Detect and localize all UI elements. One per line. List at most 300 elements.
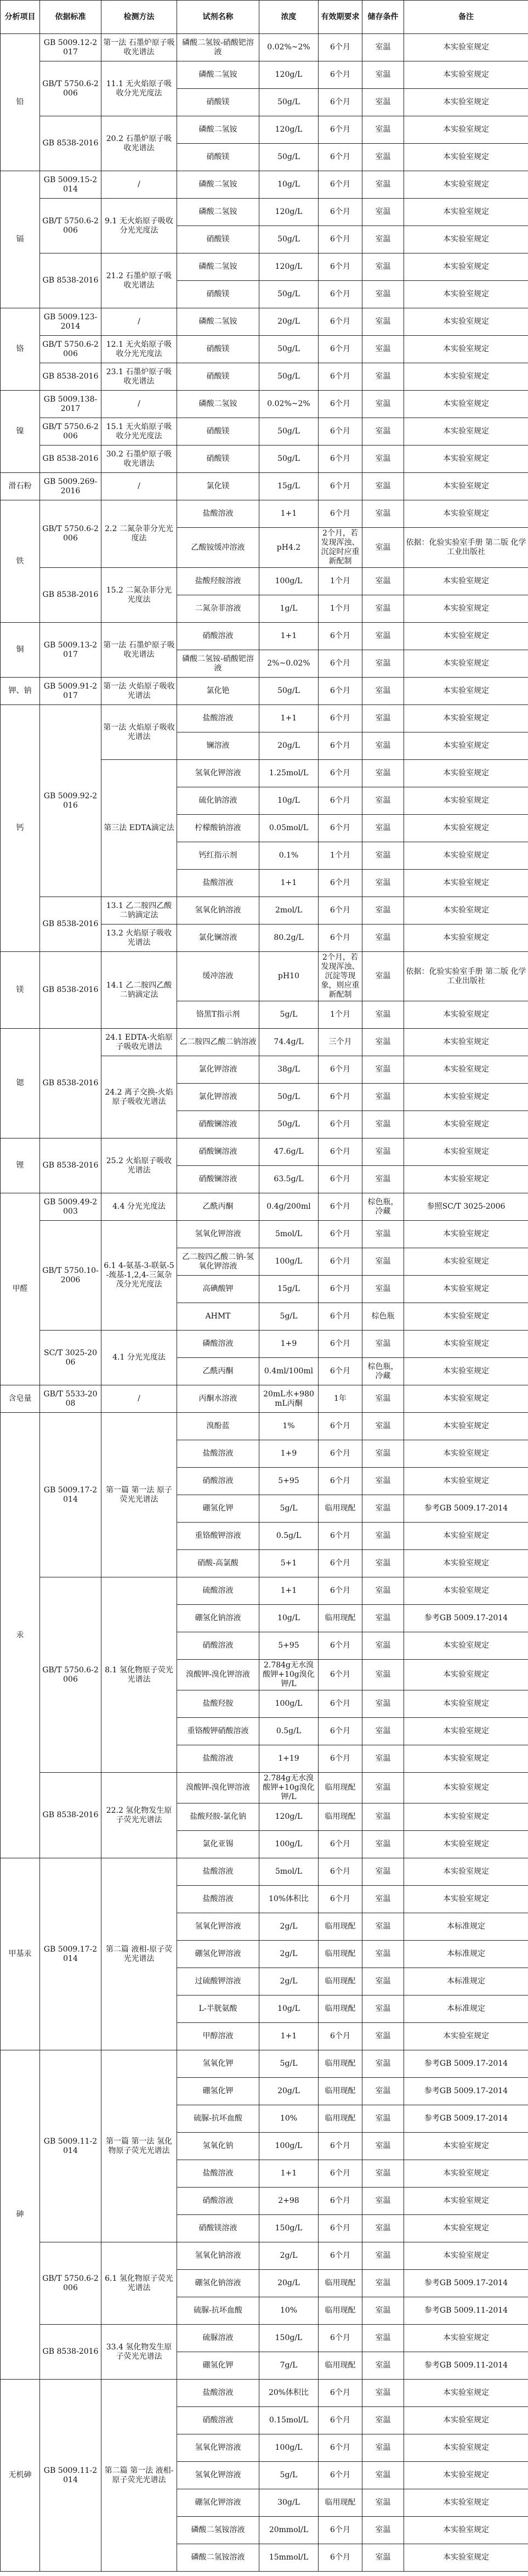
cell-concentration: 15g/L bbox=[259, 473, 319, 500]
cell-item: 铁 bbox=[1, 500, 40, 623]
cell-storage: 室温 bbox=[362, 1718, 404, 1745]
table-body bbox=[1, 34, 528, 2572]
cell-method: 9.1 无火焰原子吸收分光光度法 bbox=[101, 199, 177, 253]
cell-validity: 6个月 bbox=[319, 1440, 362, 1468]
cell-remarks: 本实验室规定 bbox=[404, 253, 528, 281]
cell-item: 无机砷 bbox=[1, 2380, 40, 2572]
cell-standard: GB 5009.12-2017 bbox=[40, 34, 101, 61]
cell-concentration: 2g/L bbox=[259, 1968, 319, 1996]
cell-reagent: 硝酸溶液 bbox=[177, 623, 259, 650]
cell-concentration: 50g/L bbox=[259, 144, 319, 171]
cell-remarks: 本实验室规定 bbox=[404, 281, 528, 308]
cell-validity: 临用现配 bbox=[319, 1996, 362, 2023]
cell-storage: 室温 bbox=[362, 2407, 404, 2434]
cell-storage: 室温 bbox=[362, 623, 404, 650]
cell-concentration: 20g/L bbox=[259, 308, 319, 336]
cell-validity: 6个月 bbox=[319, 61, 362, 89]
cell-remarks: 参考GB 5009.17-2014 bbox=[404, 2105, 528, 2133]
cell-storage: 室温 bbox=[362, 308, 404, 336]
cell-storage: 室温 bbox=[362, 1550, 404, 1577]
cell-validity: 6个月 bbox=[319, 281, 362, 308]
table-row bbox=[1, 1138, 528, 1166]
cell-validity: 6个月 bbox=[319, 34, 362, 61]
cell-method: 12.1 无火焰原子吸收分光光度法 bbox=[101, 336, 177, 363]
cell-item: 甲醛 bbox=[1, 1193, 40, 1385]
cell-remarks: 本实验室规定 bbox=[404, 226, 528, 253]
cell-storage: 室温 bbox=[362, 89, 404, 116]
table-row bbox=[1, 199, 528, 226]
cell-validity: 6个月 bbox=[319, 870, 362, 897]
cell-reagent: 磷酸二氢铵-硝酸钯溶液 bbox=[177, 650, 259, 678]
table-row bbox=[1, 363, 528, 391]
cell-reagent: 铬黑T指示剂 bbox=[177, 1001, 259, 1029]
cell-storage: 室温 bbox=[362, 925, 404, 952]
cell-validity: 6个月 bbox=[319, 2325, 362, 2352]
cell-reagent: 盐酸羟胺-氯化钠 bbox=[177, 1803, 259, 1831]
cell-standard: GB/T 5533-2008 bbox=[40, 1385, 101, 1413]
cell-item: 铜 bbox=[1, 623, 40, 678]
cell-remarks: 参考GB 5009.17-2014 bbox=[404, 2050, 528, 2078]
table-row bbox=[1, 473, 528, 500]
cell-validity: 6个月 bbox=[319, 787, 362, 815]
cell-remarks: 本标准规定 bbox=[404, 1913, 528, 1941]
cell-storage: 室温 bbox=[362, 1968, 404, 1996]
cell-remarks: 依据：化验实验室手册 第二版 化学工业出版社 bbox=[404, 952, 528, 1001]
cell-standard: GB 8538-2016 bbox=[40, 897, 101, 952]
cell-validity: 6个月 bbox=[319, 418, 362, 446]
cell-standard: GB/T 5750.6-2006 bbox=[40, 500, 101, 568]
cell-validity: 6个月 bbox=[319, 336, 362, 363]
cell-storage: 棕色瓶，冷藏 bbox=[362, 1358, 404, 1385]
cell-concentration: 15mmol/L bbox=[259, 2544, 319, 2572]
cell-standard: SC/T 3025-2006 bbox=[40, 1331, 101, 1385]
cell-item: 滑石粉 bbox=[1, 473, 40, 500]
cell-reagent: 盐酸溶液 bbox=[177, 2380, 259, 2407]
cell-concentration: 0.15mol/L bbox=[259, 2407, 319, 2434]
cell-remarks: 本实验室规定 bbox=[404, 2160, 528, 2188]
cell-reagent: 氯化钾溶液 bbox=[177, 1084, 259, 1111]
cell-item: 铬 bbox=[1, 308, 40, 391]
cell-validity: 三个月 bbox=[319, 1029, 362, 1056]
cell-storage: 室温 bbox=[362, 2352, 404, 2380]
cell-concentration: 50g/L bbox=[259, 363, 319, 391]
cell-method: 第三法 EDTA滴定法 bbox=[101, 760, 177, 897]
cell-storage: 室温 bbox=[362, 2215, 404, 2242]
cell-storage: 室温 bbox=[362, 1248, 404, 1276]
cell-remarks: 本实验室规定 bbox=[404, 1138, 528, 1166]
cell-remarks: 本实验室规定 bbox=[404, 732, 528, 760]
cell-reagent: 硫化钠溶液 bbox=[177, 787, 259, 815]
cell-validity: 2个月，若发现浑浊、沉淀等现象，则应重新配制 bbox=[319, 952, 362, 1001]
cell-validity: 6个月 bbox=[319, 144, 362, 171]
cell-concentration: 10g/L bbox=[259, 1605, 319, 1632]
cell-storage: 室温 bbox=[362, 1886, 404, 1913]
cell-validity: 6个月 bbox=[319, 2407, 362, 2434]
cell-validity: 6个月 bbox=[319, 2517, 362, 2544]
cell-remarks: 本实验室规定 bbox=[404, 2133, 528, 2160]
cell-remarks: 本实验室规定 bbox=[404, 1886, 528, 1913]
cell-remarks: 本实验室规定 bbox=[404, 199, 528, 226]
cell-reagent: 硝酸镁溶液 bbox=[177, 2215, 259, 2242]
cell-storage: 室温 bbox=[362, 842, 404, 870]
cell-reagent: AHMT bbox=[177, 1303, 259, 1331]
cell-standard: GB/T 5750.6-2006 bbox=[40, 2242, 101, 2325]
cell-standard: GB 5009.269-2016 bbox=[40, 473, 101, 500]
cell-reagent: 柠檬酸钠溶液 bbox=[177, 815, 259, 842]
cell-reagent: 氢氧化钠溶液 bbox=[177, 2242, 259, 2270]
cell-reagent: 氢氧化钾溶液 bbox=[177, 760, 259, 787]
cell-storage: 室温 bbox=[362, 952, 404, 1001]
cell-standard: GB 5009.17-2014 bbox=[40, 1413, 101, 1577]
cell-remarks: 本实验室规定 bbox=[404, 1111, 528, 1138]
cell-validity: 1个月 bbox=[319, 568, 362, 595]
cell-method: 6.1 4-氨基-3-联氨-5-巯基-1,2,4-三氮杂茂分光光度法 bbox=[101, 1221, 177, 1331]
cell-remarks: 本标准规定 bbox=[404, 1941, 528, 1968]
cell-remarks: 本实验室规定 bbox=[404, 897, 528, 925]
cell-reagent: 盐酸溶液 bbox=[177, 1745, 259, 1773]
cell-standard: GB 5009.123-2014 bbox=[40, 308, 101, 336]
cell-remarks: 本实验室规定 bbox=[404, 1248, 528, 1276]
cell-method: 30.2 石墨炉原子吸收光谱法 bbox=[101, 446, 177, 473]
cell-item: 汞 bbox=[1, 1413, 40, 1858]
cell-remarks: 本实验室规定 bbox=[404, 842, 528, 870]
cell-reagent: 硝酸镁 bbox=[177, 89, 259, 116]
cell-concentration: 100g/L bbox=[259, 1831, 319, 1858]
cell-storage: 室温 bbox=[362, 1276, 404, 1303]
cell-method: 21.2 石墨炉原子吸收光谱法 bbox=[101, 253, 177, 308]
cell-validity: 6个月 bbox=[319, 308, 362, 336]
cell-storage: 室温 bbox=[362, 1495, 404, 1523]
cell-storage: 室温 bbox=[362, 568, 404, 595]
cell-method: / bbox=[101, 391, 177, 418]
table-row bbox=[1, 446, 528, 473]
cell-validity: 6个月 bbox=[319, 226, 362, 253]
cell-remarks: 本实验室规定 bbox=[404, 1773, 528, 1803]
cell-reagent: 盐酸溶液 bbox=[177, 705, 259, 732]
cell-method: 第一法 石墨炉原子吸收光谱法 bbox=[101, 623, 177, 678]
cell-storage: 室温 bbox=[362, 678, 404, 705]
cell-validity: 临用现配 bbox=[319, 1605, 362, 1632]
cell-validity: 6个月 bbox=[319, 623, 362, 650]
cell-remarks: 本实验室规定 bbox=[404, 1029, 528, 1056]
cell-validity: 6个月 bbox=[319, 2133, 362, 2160]
cell-reagent: 缓冲溶液 bbox=[177, 952, 259, 1001]
cell-validity: 6个月 bbox=[319, 1690, 362, 1718]
cell-validity: 6个月 bbox=[319, 391, 362, 418]
cell-reagent: 乙酰丙酮 bbox=[177, 1358, 259, 1385]
cell-storage: 室温 bbox=[362, 1001, 404, 1029]
cell-reagent: 磷酸溶液 bbox=[177, 1331, 259, 1358]
cell-storage: 室温 bbox=[362, 1745, 404, 1773]
cell-storage: 室温 bbox=[362, 1029, 404, 1056]
cell-method: / bbox=[101, 171, 177, 199]
cell-validity: 6个月 bbox=[319, 678, 362, 705]
cell-remarks: 本实验室规定 bbox=[404, 89, 528, 116]
cell-storage: 室温 bbox=[362, 1166, 404, 1193]
cell-validity: 6个月 bbox=[319, 2242, 362, 2270]
table-row bbox=[1, 34, 528, 61]
cell-method: 第一法 石墨炉原子吸收光谱法 bbox=[101, 34, 177, 61]
cell-standard: GB 8538-2016 bbox=[40, 1029, 101, 1138]
cell-validity: 2个月，若发现浑浊、沉淀时应重新配制 bbox=[319, 528, 362, 568]
cell-standard: GB 5009.11-2014 bbox=[40, 2380, 101, 2572]
cell-storage: 室温 bbox=[362, 446, 404, 473]
cell-remarks: 本实验室规定 bbox=[404, 1803, 528, 1831]
cell-remarks: 本实验室规定 bbox=[404, 1385, 528, 1413]
cell-reagent: 钙红指示剂 bbox=[177, 842, 259, 870]
cell-validity: 6个月 bbox=[319, 1166, 362, 1193]
cell-validity: 6个月 bbox=[319, 925, 362, 952]
cell-concentration: 10% bbox=[259, 2297, 319, 2325]
cell-reagent: 硝酸镁 bbox=[177, 418, 259, 446]
cell-validity: 临用现配 bbox=[319, 1968, 362, 1996]
cell-concentration: 120g/L bbox=[259, 1803, 319, 1831]
cell-remarks: 本实验室规定 bbox=[404, 815, 528, 842]
cell-standard: GB/T 5750.6-2006 bbox=[40, 418, 101, 446]
cell-storage: 室温 bbox=[362, 1523, 404, 1550]
cell-concentration: 100g/L bbox=[259, 2133, 319, 2160]
cell-reagent: 磷酸二氢铵 bbox=[177, 308, 259, 336]
cell-remarks: 本实验室规定 bbox=[404, 1084, 528, 1111]
cell-storage: 室温 bbox=[362, 144, 404, 171]
cell-remarks: 本实验室规定 bbox=[404, 2380, 528, 2407]
cell-storage: 室温 bbox=[362, 1831, 404, 1858]
cell-reagent: 硝酸镧溶液 bbox=[177, 1166, 259, 1193]
cell-validity: 6个月 bbox=[319, 199, 362, 226]
cell-remarks: 本实验室规定 bbox=[404, 1056, 528, 1084]
table-row bbox=[1, 1193, 528, 1221]
cell-storage: 室温 bbox=[362, 2160, 404, 2188]
cell-concentration: 0.02%~2% bbox=[259, 391, 319, 418]
cell-storage: 室温 bbox=[362, 732, 404, 760]
cell-method: 4.1 分光光度法 bbox=[101, 1331, 177, 1385]
cell-item: 含皂量 bbox=[1, 1385, 40, 1413]
cell-standard: GB 8538-2016 bbox=[40, 363, 101, 391]
cell-method: 第一法 火焰原子吸收光谱法 bbox=[101, 678, 177, 705]
table-row bbox=[1, 1413, 528, 1440]
cell-concentration: 2+98 bbox=[259, 2188, 319, 2215]
cell-remarks: 本实验室规定 bbox=[404, 1358, 528, 1385]
cell-standard: GB 5009.15-2014 bbox=[40, 171, 101, 199]
cell-remarks: 本实验室规定 bbox=[404, 1303, 528, 1331]
cell-reagent: 重铬酸钾硝酸溶液 bbox=[177, 1718, 259, 1745]
cell-method: / bbox=[101, 473, 177, 500]
cell-concentration: 15g/L bbox=[259, 1276, 319, 1303]
cell-remarks: 本实验室规定 bbox=[404, 1331, 528, 1358]
cell-storage: 室温 bbox=[362, 1773, 404, 1803]
cell-concentration: 63.5g/L bbox=[259, 1166, 319, 1193]
cell-concentration: 10g/L bbox=[259, 1996, 319, 2023]
cell-reagent: 硼氢化钾 bbox=[177, 2078, 259, 2105]
cell-reagent: 二氮杂菲溶液 bbox=[177, 595, 259, 623]
cell-standard: GB 8538-2016 bbox=[40, 253, 101, 308]
cell-reagent: 磷酸二氢铵 bbox=[177, 116, 259, 144]
cell-method: 第二篇 第一法 液相-原子荧光光谱法 bbox=[101, 2380, 177, 2572]
cell-storage: 室温 bbox=[362, 391, 404, 418]
cell-storage: 室温 bbox=[362, 199, 404, 226]
cell-concentration: 1+9 bbox=[259, 1331, 319, 1358]
cell-validity: 6个月 bbox=[319, 500, 362, 528]
table-row bbox=[1, 61, 528, 89]
cell-storage: 室温 bbox=[362, 2325, 404, 2352]
cell-storage: 室温 bbox=[362, 1941, 404, 1968]
cell-standard: GB/T 5750.6-2006 bbox=[40, 61, 101, 116]
cell-validity: 6个月 bbox=[319, 1468, 362, 1495]
cell-method: 6.1 氢化物原子荧光光谱法 bbox=[101, 2242, 177, 2325]
table-row bbox=[1, 1029, 528, 1056]
cell-concentration: 100g/L bbox=[259, 1248, 319, 1276]
cell-concentration: 5mol/L bbox=[259, 1858, 319, 1886]
cell-concentration: 50g/L bbox=[259, 226, 319, 253]
cell-reagent: 磷酸二氢铵 bbox=[177, 171, 259, 199]
cell-method: 11.1 无火焰原子吸收分光光度法 bbox=[101, 61, 177, 116]
cell-standard: GB/T 5750.6-2006 bbox=[40, 1577, 101, 1773]
cell-storage: 棕色瓶，冷藏 bbox=[362, 1193, 404, 1221]
cell-concentration: 0.4ml/100ml bbox=[259, 1358, 319, 1385]
cell-remarks: 本实验室规定 bbox=[404, 1440, 528, 1468]
cell-method: / bbox=[101, 1385, 177, 1413]
table-row bbox=[1, 1577, 528, 1605]
cell-item: 砷 bbox=[1, 2050, 40, 2380]
cell-concentration: 2mol/L bbox=[259, 897, 319, 925]
cell-reagent: 乙二胺四乙酸二钠溶液 bbox=[177, 1029, 259, 1056]
cell-concentration: 20mmol/L bbox=[259, 2517, 319, 2544]
cell-method: 4.4 分光光度法 bbox=[101, 1193, 177, 1221]
cell-storage: 室温 bbox=[362, 1690, 404, 1718]
cell-remarks: 本实验室规定 bbox=[404, 1276, 528, 1303]
cell-concentration: 1+1 bbox=[259, 705, 319, 732]
cell-remarks: 本实验室规定 bbox=[404, 1577, 528, 1605]
cell-reagent: 硝酸镁 bbox=[177, 144, 259, 171]
cell-validity: 6个月 bbox=[319, 2188, 362, 2215]
cell-reagent: 重铬酸钾溶液 bbox=[177, 1523, 259, 1550]
cell-method: 第一法 火焰原子吸收光谱法 bbox=[101, 705, 177, 760]
cell-validity: 临用现配 bbox=[319, 2105, 362, 2133]
cell-concentration: 5g/L bbox=[259, 1001, 319, 1029]
cell-validity: 6个月 bbox=[319, 1303, 362, 1331]
cell-reagent: 硝酸镁 bbox=[177, 336, 259, 363]
cell-validity: 6个月 bbox=[319, 650, 362, 678]
cell-storage: 室温 bbox=[362, 1660, 404, 1690]
cell-method: 8.1 氢化物原子荧光光谱法 bbox=[101, 1577, 177, 1773]
cell-remarks: 本实验室规定 bbox=[404, 1468, 528, 1495]
cell-reagent: 硼氢化钾溶液 bbox=[177, 2489, 259, 2517]
cell-reagent: 高碘酸钾 bbox=[177, 1276, 259, 1303]
cell-method: 第一篇 第一法 氢化物原子荧光光谱法 bbox=[101, 2050, 177, 2242]
cell-storage: 室温 bbox=[362, 1084, 404, 1111]
cell-remarks: 本实验室规定 bbox=[404, 760, 528, 787]
cell-reagent: 氢氧化钾溶液 bbox=[177, 1913, 259, 1941]
cell-method: 15.2 二氮杂菲分光光度法 bbox=[101, 568, 177, 623]
cell-concentration: 150g/L bbox=[259, 2325, 319, 2352]
table-row bbox=[1, 1221, 528, 1248]
cell-concentration: 38g/L bbox=[259, 1056, 319, 1084]
table-row bbox=[1, 678, 528, 705]
cell-validity: 6个月 bbox=[319, 1084, 362, 1111]
cell-remarks: 本实验室规定 bbox=[404, 144, 528, 171]
cell-item: 镉 bbox=[1, 171, 40, 308]
cell-storage: 室温 bbox=[362, 2188, 404, 2215]
cell-reagent: 甲醇溶液 bbox=[177, 2023, 259, 2050]
header-concentration: 浓度 bbox=[259, 1, 319, 34]
cell-reagent: 硫脲-抗坏血酸 bbox=[177, 2105, 259, 2133]
cell-validity: 6个月 bbox=[319, 732, 362, 760]
cell-storage: 室温 bbox=[362, 1056, 404, 1084]
cell-storage: 室温 bbox=[362, 1331, 404, 1358]
cell-standard: GB/T 5750.10-2006 bbox=[40, 1221, 101, 1331]
cell-remarks: 本实验室规定 bbox=[404, 2462, 528, 2489]
cell-concentration: 74.4g/L bbox=[259, 1029, 319, 1056]
cell-reagent: 硝酸镁 bbox=[177, 281, 259, 308]
cell-reagent: 磷酸二氢铵 bbox=[177, 391, 259, 418]
cell-remarks: 本实验室规定 bbox=[404, 1523, 528, 1550]
cell-concentration: 120g/L bbox=[259, 61, 319, 89]
cell-storage: 室温 bbox=[362, 2078, 404, 2105]
cell-validity: 临用现配 bbox=[319, 1941, 362, 1968]
cell-reagent: 硼氢化钾 bbox=[177, 1495, 259, 1523]
cell-reagent: 盐酸羟胺 bbox=[177, 1690, 259, 1718]
cell-reagent: 盐酸溶液 bbox=[177, 2160, 259, 2188]
header-storage: 储存条件 bbox=[362, 1, 404, 34]
cell-remarks: 本实验室规定 bbox=[404, 1858, 528, 1886]
cell-reagent: 磷酸二氢铵-硝酸钯溶液 bbox=[177, 34, 259, 61]
cell-concentration: 100g/L bbox=[259, 1690, 319, 1718]
cell-concentration: 50g/L bbox=[259, 1084, 319, 1111]
cell-validity: 6个月 bbox=[319, 1745, 362, 1773]
cell-concentration: 100g/L bbox=[259, 568, 319, 595]
cell-method: 第一篇 第一法 原子荧光光谱法 bbox=[101, 1413, 177, 1577]
cell-storage: 室温 bbox=[362, 2434, 404, 2462]
cell-storage: 室温 bbox=[362, 500, 404, 528]
cell-reagent: 氢氧化钠溶液 bbox=[177, 897, 259, 925]
cell-validity: 6个月 bbox=[319, 253, 362, 281]
cell-reagent: 硝酸溶液 bbox=[177, 2188, 259, 2215]
cell-remarks: 本实验室规定 bbox=[404, 1550, 528, 1577]
cell-concentration: 5g/L bbox=[259, 1495, 319, 1523]
cell-concentration: 1g/L bbox=[259, 595, 319, 623]
cell-validity: 临用现配 bbox=[319, 1495, 362, 1523]
cell-remarks: 本实验室规定 bbox=[404, 336, 528, 363]
cell-reagent: 磷酸二氢铵溶液 bbox=[177, 2517, 259, 2544]
cell-validity: 6个月 bbox=[319, 1831, 362, 1858]
cell-concentration: 120g/L bbox=[259, 253, 319, 281]
cell-concentration: 5g/L bbox=[259, 1303, 319, 1331]
cell-reagent: 硫脲-抗坏血酸 bbox=[177, 2297, 259, 2325]
cell-item: 锂 bbox=[1, 1138, 40, 1193]
cell-standard: GB 5009.49-2003 bbox=[40, 1193, 101, 1221]
cell-storage: 室温 bbox=[362, 1605, 404, 1632]
cell-remarks: 本实验室规定 bbox=[404, 473, 528, 500]
cell-method: 33.4 氢化物发生原子荧光光谱法 bbox=[101, 2325, 177, 2380]
cell-standard: GB 5009.138-2017 bbox=[40, 391, 101, 418]
cell-validity: 临用现配 bbox=[319, 2078, 362, 2105]
cell-validity: 6个月 bbox=[319, 1413, 362, 1440]
cell-validity: 6个月 bbox=[319, 363, 362, 391]
cell-concentration: 50g/L bbox=[259, 678, 319, 705]
cell-storage: 室温 bbox=[362, 418, 404, 446]
cell-validity: 6个月 bbox=[319, 2215, 362, 2242]
cell-validity: 6个月 bbox=[319, 2023, 362, 2050]
cell-concentration: 50g/L bbox=[259, 446, 319, 473]
cell-validity: 6个月 bbox=[319, 1111, 362, 1138]
cell-reagent: 盐酸溶液 bbox=[177, 870, 259, 897]
cell-remarks: 本实验室规定 bbox=[404, 2325, 528, 2352]
cell-method: 15.1 无火焰原子吸收分光光度法 bbox=[101, 418, 177, 446]
cell-validity: 6个月 bbox=[319, 1886, 362, 1913]
cell-reagent: 盐酸溶液 bbox=[177, 1440, 259, 1468]
cell-reagent: 氯化铯 bbox=[177, 678, 259, 705]
cell-validity: 6个月 bbox=[319, 1523, 362, 1550]
